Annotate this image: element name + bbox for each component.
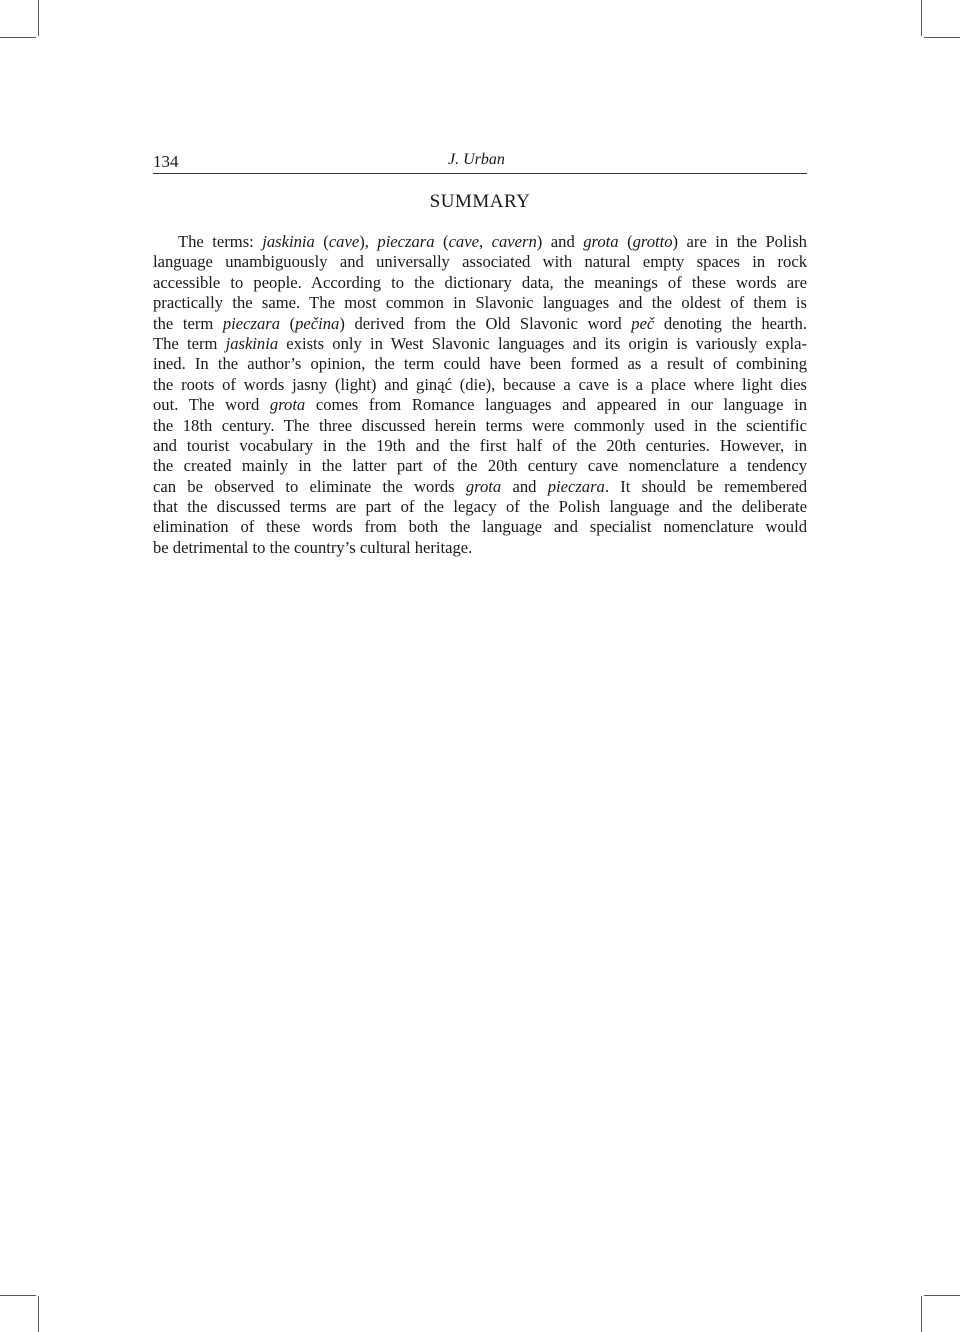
paragraph-line	[153, 416, 807, 436]
paragraph-line	[153, 395, 807, 415]
text-run: and tourist vocabulary in the 19th and the first half of the 20th centuries. However, in	[153, 435, 807, 455]
text-run: ,	[478, 232, 492, 251]
text-run: The terms:	[178, 232, 263, 251]
paragraph-line	[153, 273, 807, 293]
paragraph-line	[153, 334, 807, 354]
crop-mark-bottom-right-h	[924, 1295, 960, 1296]
text-run: practically the same. The most common in Slavonic languages and the oldest of them is	[153, 293, 807, 313]
italic-term: grota	[465, 476, 502, 496]
italic-term: cave	[328, 232, 360, 251]
paragraph-line	[153, 314, 807, 334]
crop-mark-bottom-right	[921, 1296, 922, 1332]
text-run: exists only in West Slavonic languages and its origin is variously expla-	[278, 333, 807, 353]
text-run: denoting the hearth.	[654, 313, 807, 333]
text-run: ) and	[536, 232, 584, 251]
text-run: (	[314, 232, 329, 251]
paragraph-line	[153, 354, 807, 374]
text-run: The term	[153, 333, 226, 353]
text-run: the roots of words jasny (light) and ginąć (die), because a cave is a place where light dies	[153, 374, 807, 394]
paragraph-line	[153, 232, 807, 252]
text-run: the term	[153, 313, 223, 333]
text-run: ) derived from the Old Slavonic word	[339, 313, 632, 333]
paragraph-line	[153, 436, 807, 456]
text-run: the created mainly in the latter part of the 20th century cave nomenclature a tendency	[153, 456, 807, 476]
italic-term: jaskinia	[225, 333, 279, 353]
text-run: out. The word	[153, 395, 270, 415]
text-run: the 18th century. The three discussed herein terms were commonly used in the scientific	[153, 415, 807, 435]
text-run: (	[434, 232, 449, 251]
paragraph-line	[153, 456, 807, 476]
italic-term: pečina	[295, 313, 340, 333]
page-header	[153, 150, 807, 174]
paragraph-line	[153, 293, 807, 313]
paragraph-line	[153, 252, 807, 272]
paragraph-line	[153, 477, 807, 497]
text-run: be detrimental to the country’s cultural heritage.	[153, 537, 473, 557]
italic-term: grota	[583, 232, 619, 251]
summary-paragraph	[153, 232, 807, 558]
text-run: comes from Romance languages and appeared in our language in	[305, 395, 807, 415]
crop-mark-top-left	[38, 0, 39, 36]
paragraph-line	[153, 375, 807, 395]
crop-mark-top-left-h	[0, 37, 36, 38]
italic-term: grotto	[632, 232, 673, 251]
running-head: J. Urban	[448, 151, 505, 168]
text-run: can be observed to eliminate the words	[153, 476, 466, 496]
paragraph-line	[153, 497, 807, 517]
crop-mark-bottom-left	[38, 1296, 39, 1332]
crop-mark-top-right-h	[924, 37, 960, 38]
text-run: ),	[359, 232, 378, 251]
text-run: elimination of these words from both the language and specialist nomenclature would	[153, 517, 807, 537]
italic-term: pieczara	[377, 232, 435, 251]
text-run: ) are in the Polish	[672, 232, 807, 251]
text-run: language unambiguously and universally associated with natural empty spaces in rock	[153, 252, 807, 272]
italic-term: grota	[269, 395, 306, 415]
text-run: accessible to people. According to the dictionary data, the meanings of these words are	[153, 272, 807, 292]
page-number: 134	[153, 152, 179, 171]
crop-mark-bottom-left-h	[0, 1295, 36, 1296]
italic-term: cavern	[491, 232, 537, 251]
italic-term: pieczara	[222, 313, 280, 333]
italic-term: jaskinia	[262, 232, 315, 251]
paragraph-line	[153, 517, 807, 537]
text-run: (	[280, 313, 296, 333]
italic-term: peč	[631, 313, 655, 333]
italic-term: cave	[448, 232, 479, 251]
text-run: and	[501, 476, 548, 496]
italic-term: pieczara	[547, 476, 605, 496]
paragraph-line	[153, 538, 807, 558]
text-run: (	[618, 232, 633, 251]
text-run: . It should be remembered	[604, 476, 807, 496]
text-run: ined. In the author’s opinion, the term could have been formed as a result of combining	[153, 354, 807, 374]
crop-mark-top-right	[921, 0, 922, 36]
section-title: SUMMARY	[429, 191, 531, 212]
text-run: that the discussed terms are part of the legacy of the Polish language and the deliberate	[153, 497, 807, 517]
